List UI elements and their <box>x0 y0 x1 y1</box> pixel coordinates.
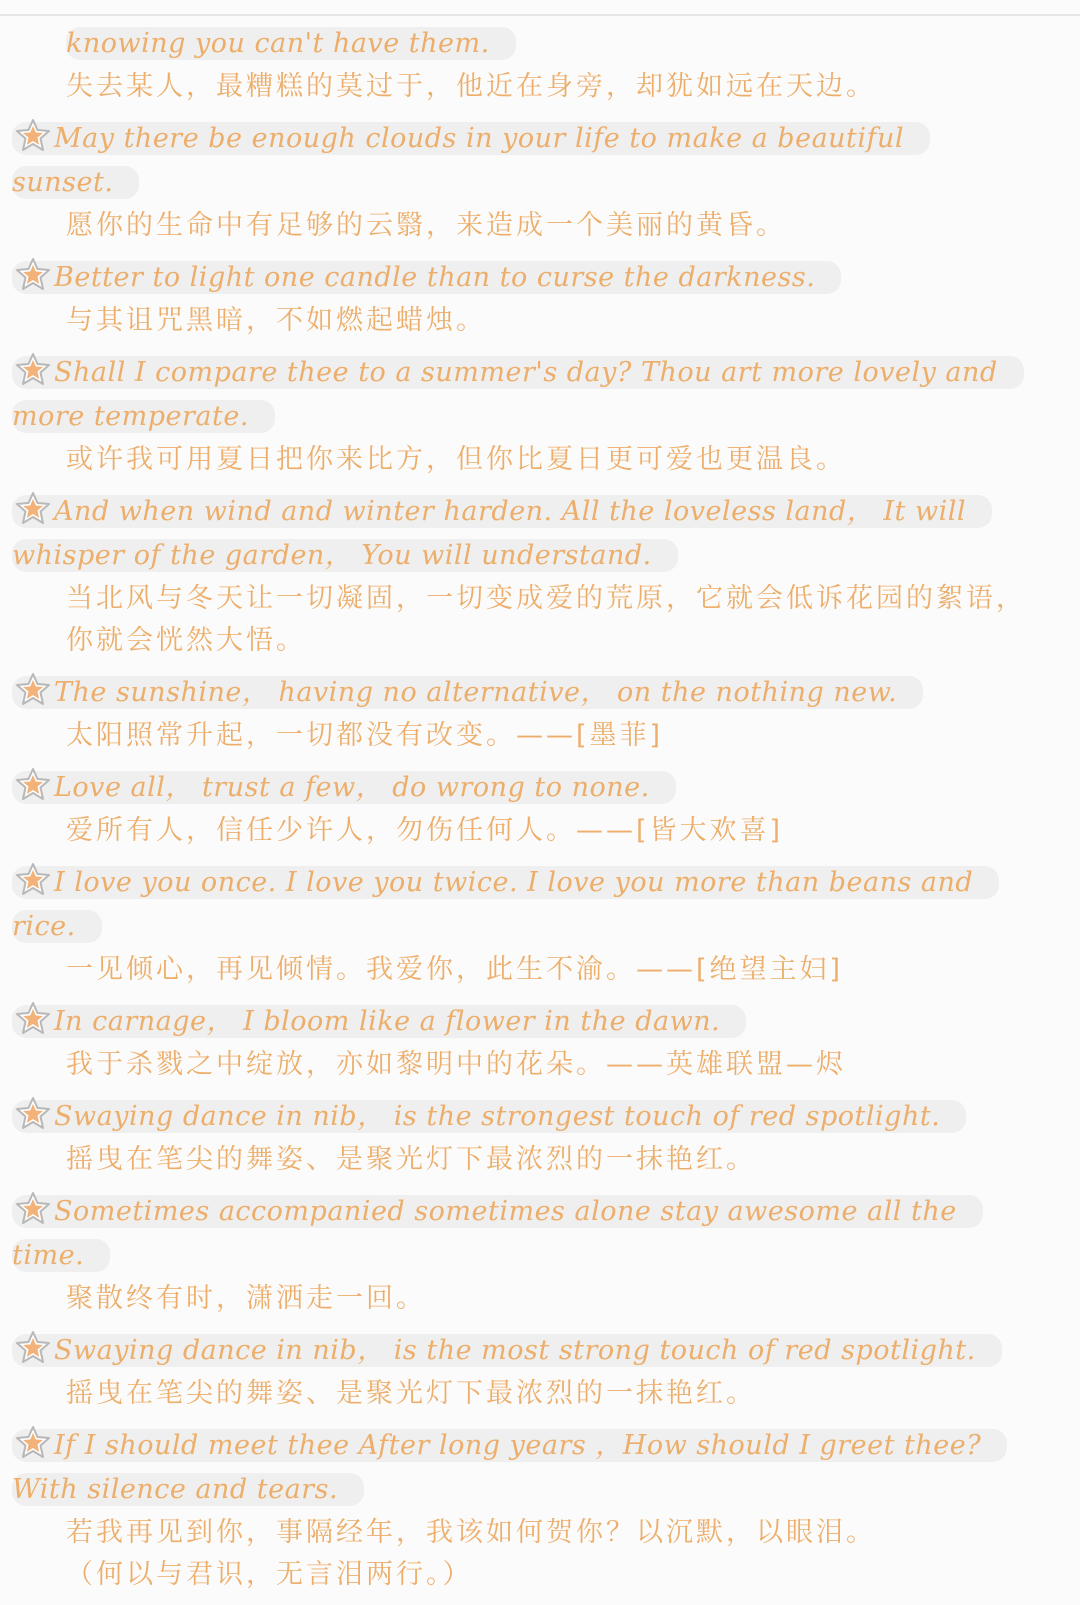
quote-english-highlight <box>12 676 923 709</box>
top-divider <box>0 14 1080 16</box>
quote-english-text: I love you once. I love you twice. I love you more than beans and rice. <box>12 867 974 942</box>
quote-english <box>0 766 1080 810</box>
star-icon <box>14 1191 52 1225</box>
quote-english-highlight <box>12 771 676 804</box>
quote-item <box>0 490 1080 662</box>
star-icon <box>14 257 52 291</box>
quote-english-highlight <box>12 356 1024 433</box>
quote-chinese-line: 与其诅咒黑暗，不如燃起蜡烛。 <box>66 305 486 336</box>
quote-english-highlight <box>12 261 841 294</box>
star-icon <box>14 767 52 801</box>
quote-english-text: Sometimes accompanied sometimes alone stay awesome all the time. <box>12 1196 957 1271</box>
quote-item <box>0 256 1080 342</box>
quote-english-text: May there be enough clouds in your life to make a beautiful sunset. <box>12 123 905 198</box>
quote-english-text: The sunshine， having no alternative， on the nothing new. <box>54 677 898 708</box>
quote-english-text: knowing you can't have them. <box>66 28 490 59</box>
quote-english-text: Love all， trust a few， do wrong to none. <box>54 772 650 803</box>
star-icon <box>14 118 52 152</box>
quote-chinese-line: 若我再见到你，事隔经年，我该如何贺你？以沉默，以眼泪。 <box>66 1517 876 1548</box>
quote-chinese-line: 失去某人，最糟糕的莫过于，他近在身旁，却犹如远在天边。 <box>66 71 876 102</box>
quote-english <box>0 351 1080 439</box>
quote-item <box>0 861 1080 991</box>
quote-english-text: In carnage， I bloom like a flower in the dawn. <box>54 1006 721 1037</box>
quote-chinese-line: （何以与君识，无言泪两行。） <box>66 1559 473 1590</box>
star-icon <box>14 672 52 706</box>
quote-item <box>0 351 1080 481</box>
quote-item <box>0 1329 1080 1415</box>
quote-item <box>0 766 1080 852</box>
quote-chinese-line: 愿你的生命中有足够的云翳，来造成一个美丽的黄昏。 <box>66 210 786 241</box>
quote-english-highlight <box>66 27 516 60</box>
star-icon <box>14 1330 52 1364</box>
quote-english <box>0 1095 1080 1139</box>
quote-item <box>0 1095 1080 1181</box>
quote-english-text: Swaying dance in nib， is the strongest touch of red spotlight. <box>54 1101 941 1132</box>
quote-item <box>0 1000 1080 1086</box>
star-icon <box>14 352 52 386</box>
quote-english-text: And when wind and winter harden. All the loveless land， It will whisper of the garden， You will understand. <box>12 496 967 571</box>
quote-english-highlight <box>12 1005 746 1038</box>
quote-chinese-line: 当北风与冬天让一切凝固，一切变成爱的荒原，它就会低诉花园的絮语， <box>66 583 1026 614</box>
quote-english-text: Swaying dance in nib， is the most strong touch of red spotlight. <box>54 1335 976 1366</box>
quote-english-highlight <box>12 122 930 199</box>
quote-item <box>0 671 1080 757</box>
quote-english-highlight <box>12 1334 1002 1367</box>
quote-english <box>0 22 1080 66</box>
quote-english-text: Better to light one candle than to curse the darkness. <box>54 262 816 293</box>
quote-chinese-line: 一见倾心，再见倾情。我爱你，此生不渝。——[绝望主妇] <box>66 954 844 985</box>
quote-chinese-line: 你就会恍然大悟。 <box>66 625 306 656</box>
quote-chinese-line: 我于杀戮之中绽放，亦如黎明中的花朵。——英雄联盟—烬 <box>66 1049 846 1080</box>
quote-english <box>0 1000 1080 1044</box>
quote-english-highlight <box>12 495 992 572</box>
quote-english <box>0 861 1080 949</box>
star-icon <box>14 862 52 896</box>
quote-chinese-line: 聚散终有时，潇洒走一回。 <box>66 1283 426 1314</box>
quote-chinese-line: 或许我可用夏日把你来比方，但你比夏日更可爱也更温良。 <box>66 444 846 475</box>
quote-english-highlight <box>12 1195 983 1272</box>
quote-chinese-line: 摇曳在笔尖的舞姿、是聚光灯下最浓烈的一抹艳红。 <box>66 1378 756 1409</box>
quote-chinese-line: 太阳照常升起，一切都没有改变。——[墨菲] <box>66 720 664 751</box>
quote-english <box>0 1424 1080 1512</box>
quote-english <box>0 117 1080 205</box>
star-icon <box>14 1001 52 1035</box>
quote-english <box>0 1329 1080 1373</box>
quote-chinese-line: 摇曳在笔尖的舞姿、是聚光灯下最浓烈的一抹艳红。 <box>66 1144 756 1175</box>
quote-item <box>0 117 1080 247</box>
quote-chinese-line: 爱所有人，信任少许人，勿伤任何人。——[皆大欢喜] <box>66 815 784 846</box>
quote-english <box>0 256 1080 300</box>
star-icon <box>14 491 52 525</box>
quote-item <box>0 1190 1080 1320</box>
quote-english-highlight <box>12 1100 966 1133</box>
star-icon <box>14 1096 52 1130</box>
quote-item <box>0 22 1080 108</box>
quote-list <box>0 22 1080 1605</box>
quote-english-highlight <box>12 866 999 943</box>
quote-english-highlight <box>12 1429 1007 1506</box>
quote-english <box>0 1190 1080 1278</box>
quote-english <box>0 671 1080 715</box>
quote-english-text: If I should meet thee After long years ，How should I greet thee? With silence and tears. <box>12 1430 982 1505</box>
star-icon <box>14 1425 52 1459</box>
quote-english-text: Shall I compare thee to a summer's day? Thou art more lovely and more temperate. <box>12 357 998 432</box>
quote-english <box>0 490 1080 578</box>
quote-item <box>0 1424 1080 1596</box>
